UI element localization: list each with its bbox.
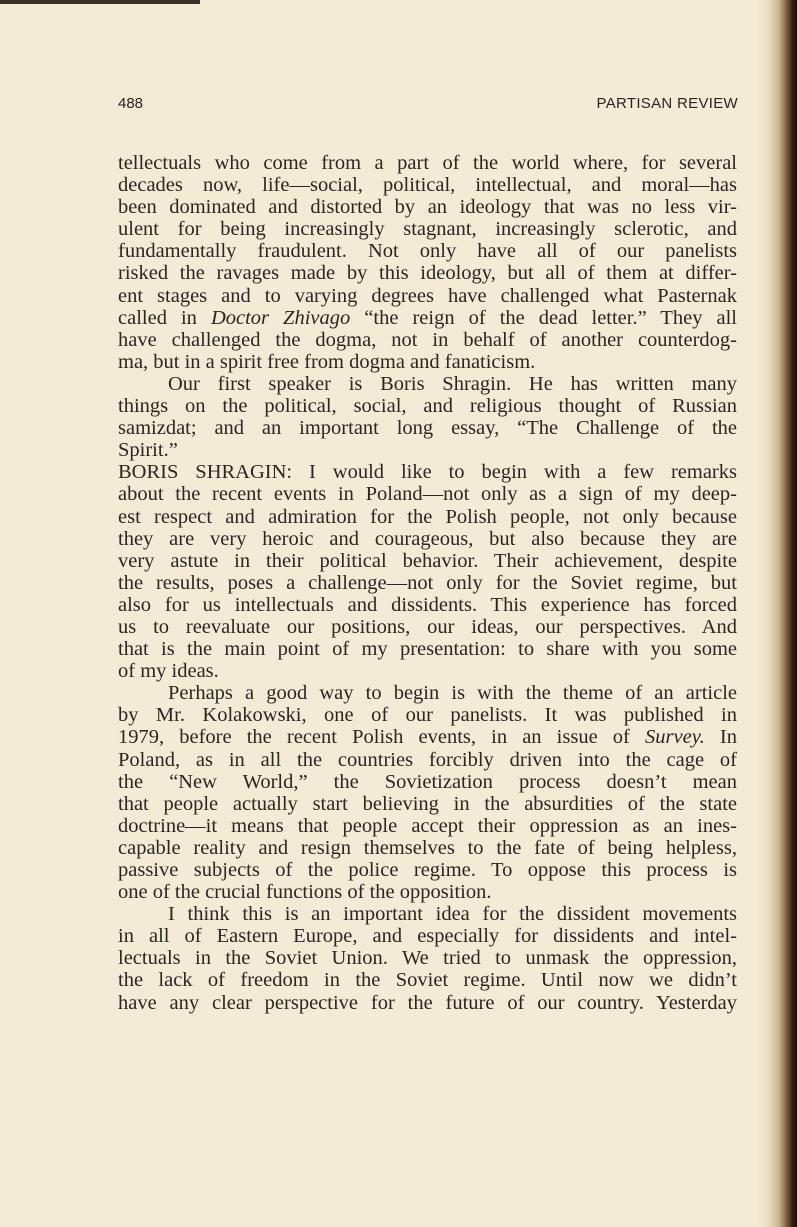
line-text: ulent for being increasingly stagnant, increasingly sclerotic, and [118, 218, 737, 241]
line-text: risked the ravages made by this ideology, but all of them at differ- [118, 262, 737, 285]
text-line [118, 793, 737, 815]
text-line [118, 660, 737, 682]
page-number: 488 [118, 95, 144, 112]
line-text: Poland, as in all the countries forcibly driven into the cage of [118, 748, 737, 771]
line-text: the results, poses a challenge—not only for the Soviet regime, but [118, 571, 737, 594]
text-line [118, 704, 737, 726]
line-text: BORIS SHRAGIN: I would like to begin with a few remarks [118, 461, 737, 484]
text-line [118, 174, 737, 196]
line-text: lectuals in the Soviet Union. We tried to unmask the oppression, [118, 947, 737, 970]
text-line [118, 638, 737, 660]
text-line [118, 726, 737, 748]
line-text: fundamentally fraudulent. Not only have all of our panelists [118, 240, 737, 263]
line-text: est respect and admiration for the Polish people, not only because [118, 505, 737, 528]
line-text: in all of Eastern Europe, and especially for dissidents and intel- [118, 925, 737, 948]
line-text: doctrine—it means that people accept their oppression as an ines- [118, 814, 737, 837]
italic-title: Doctor Zhivago [210, 306, 351, 329]
text-line [118, 771, 737, 793]
text-line [118, 506, 737, 528]
line-text: that is the main point of my presentation: to share with you some [118, 638, 737, 661]
text-line [118, 240, 737, 262]
text-line [118, 903, 737, 925]
line-text: tellectuals who come from a part of the world where, for several [118, 152, 737, 174]
book-spine-edge [757, 0, 797, 1227]
text-line [118, 837, 737, 859]
line-text: us to reevaluate our positions, our ideas, our perspectives. And [118, 615, 737, 638]
line-text: the lack of freedom in the Soviet regime. Until now we didn’t [118, 969, 737, 992]
line-text: about the recent events in Poland—not only as a sign of my deep- [118, 483, 737, 506]
text-line [118, 881, 737, 903]
text-line [118, 395, 737, 417]
text-line [118, 196, 737, 218]
line-text: of my ideas. [118, 660, 219, 683]
line-text: also for us intellectuals and dissidents. This experience has forced [118, 593, 737, 616]
text-line [118, 439, 737, 461]
line-text: by Mr. Kolakowski, one of our panelists. It was published in [118, 704, 737, 727]
text-line [118, 262, 737, 284]
text-line [118, 351, 737, 373]
text-line [118, 749, 737, 771]
text-line [118, 373, 737, 395]
text-line [118, 969, 737, 991]
line-text: one of the crucial functions of the opposition. [118, 881, 492, 904]
line-text: decades now, life—social, political, intellectual, and moral—has [118, 174, 737, 197]
line-text: Spirit.” [118, 439, 178, 462]
text-line [118, 417, 737, 439]
text-line [118, 925, 737, 947]
line-text: capable reality and resign themselves to the fate of being helpless, [118, 836, 737, 859]
text-line [118, 616, 737, 638]
line-text: “the reign of the dead letter.” They all [350, 306, 737, 329]
text-line [118, 307, 737, 329]
text-line [118, 329, 737, 351]
line-text: I think this is an important idea for the dissident movements [168, 903, 737, 926]
line-text: called in [118, 306, 211, 329]
text-line [118, 218, 737, 240]
text-line [118, 992, 737, 1014]
line-text: passive subjects of the police regime. To oppose this process is [118, 859, 737, 881]
text-line [118, 594, 737, 616]
line-text: samizdat; and an important long essay, “The Challenge of the [118, 417, 737, 440]
scan-edge-shadow [0, 0, 200, 4]
text-line [118, 682, 737, 704]
line-text: have challenged the dogma, not in behalf of another counterdog- [118, 328, 737, 351]
running-header [118, 95, 738, 115]
line-text: Perhaps a good way to begin is with the theme of an article [168, 682, 737, 705]
text-line [118, 572, 737, 594]
line-text: have any clear perspective for the future of our country. Yesterday [118, 991, 737, 1014]
text-line [118, 528, 737, 550]
body-text [118, 152, 737, 1014]
text-line [118, 152, 737, 174]
text-line [118, 483, 737, 505]
running-title: PARTISAN REVIEW [596, 95, 738, 112]
text-line [118, 285, 737, 307]
text-line [118, 859, 737, 881]
line-text: In [704, 726, 738, 749]
line-text: that people actually start believing in the absurdities of the state [118, 792, 737, 815]
text-line [118, 815, 737, 837]
text-line [118, 461, 737, 483]
text-line [118, 947, 737, 969]
italic-title: Survey. [645, 726, 705, 749]
line-text: the “New World,” the Sovietization process doesn’t mean [118, 770, 737, 793]
line-text: Our first speaker is Boris Shragin. He has written many [168, 372, 737, 395]
line-text: things on the political, social, and religious thought of Russian [118, 395, 737, 418]
text-line [118, 550, 737, 572]
line-text: very astute in their political behavior. Their achievement, despite [118, 549, 737, 572]
line-text: ma, but in a spirit free from dogma and fanaticism. [118, 350, 536, 373]
line-text: they are very heroic and courageous, but also because they are [118, 527, 737, 550]
line-text: 1979, before the recent Polish events, in an issue of [118, 726, 646, 749]
line-text: ent stages and to varying degrees have challenged what Pasternak [118, 284, 737, 307]
line-text: been dominated and distorted by an ideology that was no less vir- [118, 196, 737, 219]
